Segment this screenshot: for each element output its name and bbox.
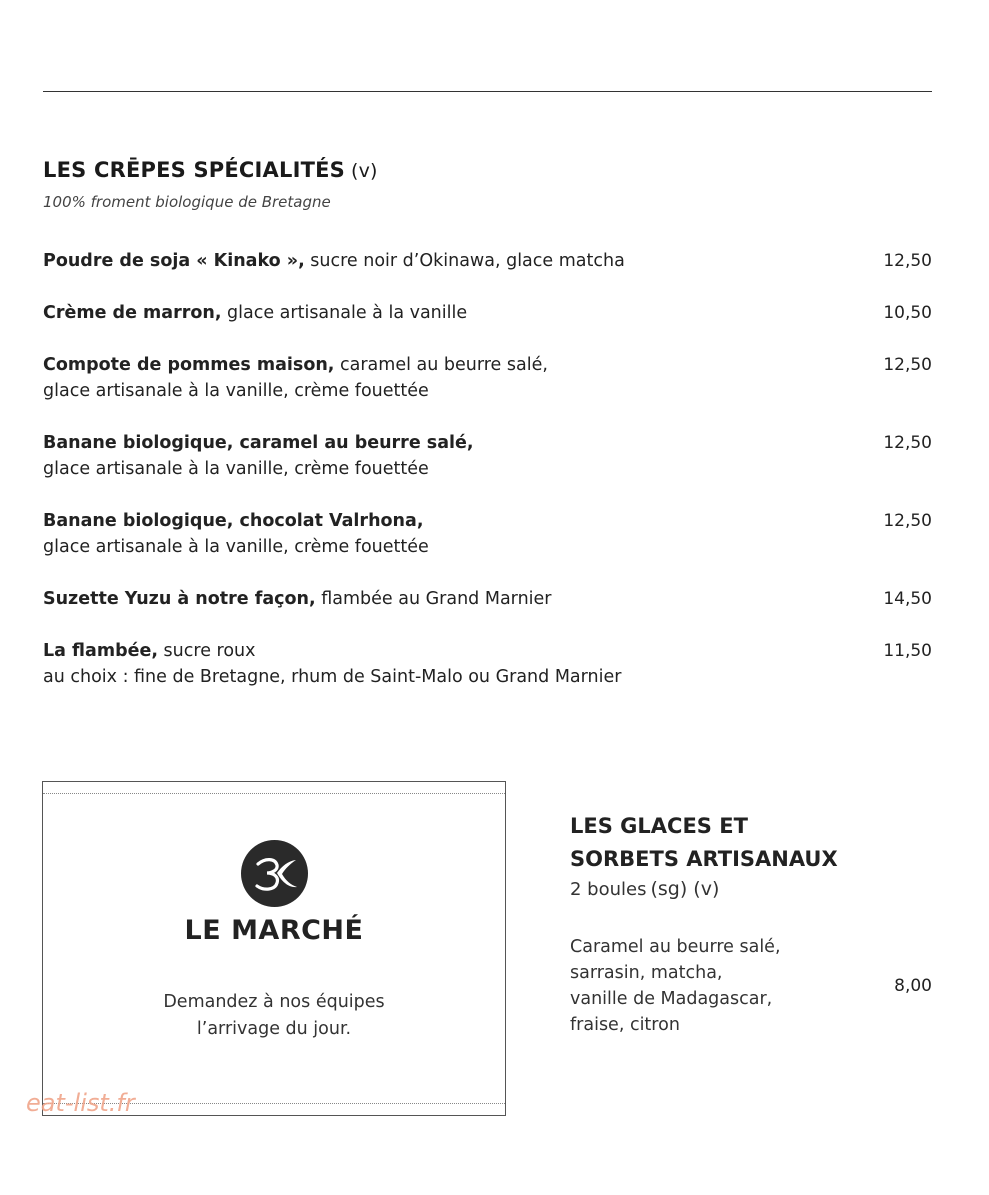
item-name: Crème de marron, [43, 303, 222, 323]
menu-item [43, 638, 932, 690]
glaces-price: 8,00 [894, 976, 932, 996]
item-desc-line2: glace artisanale à la vanille, crème fouettée [43, 537, 429, 557]
flavor-line: vanille de Madagascar, [570, 989, 773, 1009]
glaces-flavors [570, 934, 781, 1038]
item-price: 11,50 [883, 641, 932, 661]
glaces-section-title [570, 810, 838, 876]
item-price: 14,50 [883, 589, 932, 609]
crepes-title-text: LES CRĒPES SPÉCIALITÉS [43, 158, 345, 182]
item-desc: glace artisanale à la vanille [221, 303, 468, 323]
le-marche-message [43, 989, 505, 1043]
le-marche-box [42, 781, 506, 1116]
item-price: 12,50 [883, 511, 932, 531]
item-desc: sucre roux [157, 641, 256, 661]
le-marche-brand: LE MARCHÉ [184, 915, 364, 946]
item-name: Compote de pommes maison, [43, 355, 335, 375]
top-divider [43, 91, 932, 92]
item-price: 12,50 [883, 433, 932, 453]
menu-item [43, 248, 932, 300]
crepes-subtitle: 100% froment biologique de Bretagne [43, 193, 331, 211]
item-price: 10,50 [883, 303, 932, 323]
menu-item [43, 300, 932, 352]
menu-item [43, 430, 932, 508]
glaces-portion: 2 boules [570, 879, 647, 900]
flavor-line: sarrasin, matcha, [570, 963, 723, 983]
item-desc-line2: au choix : fine de Bretagne, rhum de Saint-Malo ou Grand Marnier [43, 667, 622, 687]
crepes-list [43, 248, 932, 690]
le-marche-logo-icon [241, 840, 308, 907]
dotted-divider [43, 793, 505, 794]
item-desc: caramel au beurre salé, [334, 355, 548, 375]
watermark: eat-list.fr [26, 1089, 135, 1117]
item-price: 12,50 [883, 355, 932, 375]
item-desc: sucre noir d’Okinawa, glace matcha [304, 251, 625, 271]
crepes-section-title [43, 158, 378, 182]
menu-item [43, 586, 932, 638]
glaces-subtitle [570, 878, 719, 900]
flavor-line: fraise, citron [570, 1015, 680, 1035]
item-name: La flambée, [43, 641, 158, 661]
vegetarian-tag: (v) [351, 160, 378, 182]
item-name: Banane biologique, caramel au beurre salé, [43, 433, 474, 453]
message-line: Demandez à nos équipes [163, 992, 385, 1012]
item-name: Poudre de soja « Kinako », [43, 251, 305, 271]
item-desc: flambée au Grand Marnier [315, 589, 552, 609]
item-price: 12,50 [883, 251, 932, 271]
glaces-title-line: LES GLACES ET [570, 814, 748, 838]
item-desc-line2: glace artisanale à la vanille, crème fouettée [43, 381, 429, 401]
message-line: l’arrivage du jour. [196, 1019, 352, 1039]
item-name: Banane biologique, chocolat Valrhona, [43, 511, 424, 531]
menu-item [43, 352, 932, 430]
glaces-title-line: SORBETS ARTISANAUX [570, 847, 838, 871]
menu-item [43, 508, 932, 586]
flavor-line: Caramel au beurre salé, [570, 937, 781, 957]
item-desc-line2: glace artisanale à la vanille, crème fouettée [43, 459, 429, 479]
diet-tags: (sg) (v) [650, 878, 720, 900]
item-name: Suzette Yuzu à notre façon, [43, 589, 316, 609]
